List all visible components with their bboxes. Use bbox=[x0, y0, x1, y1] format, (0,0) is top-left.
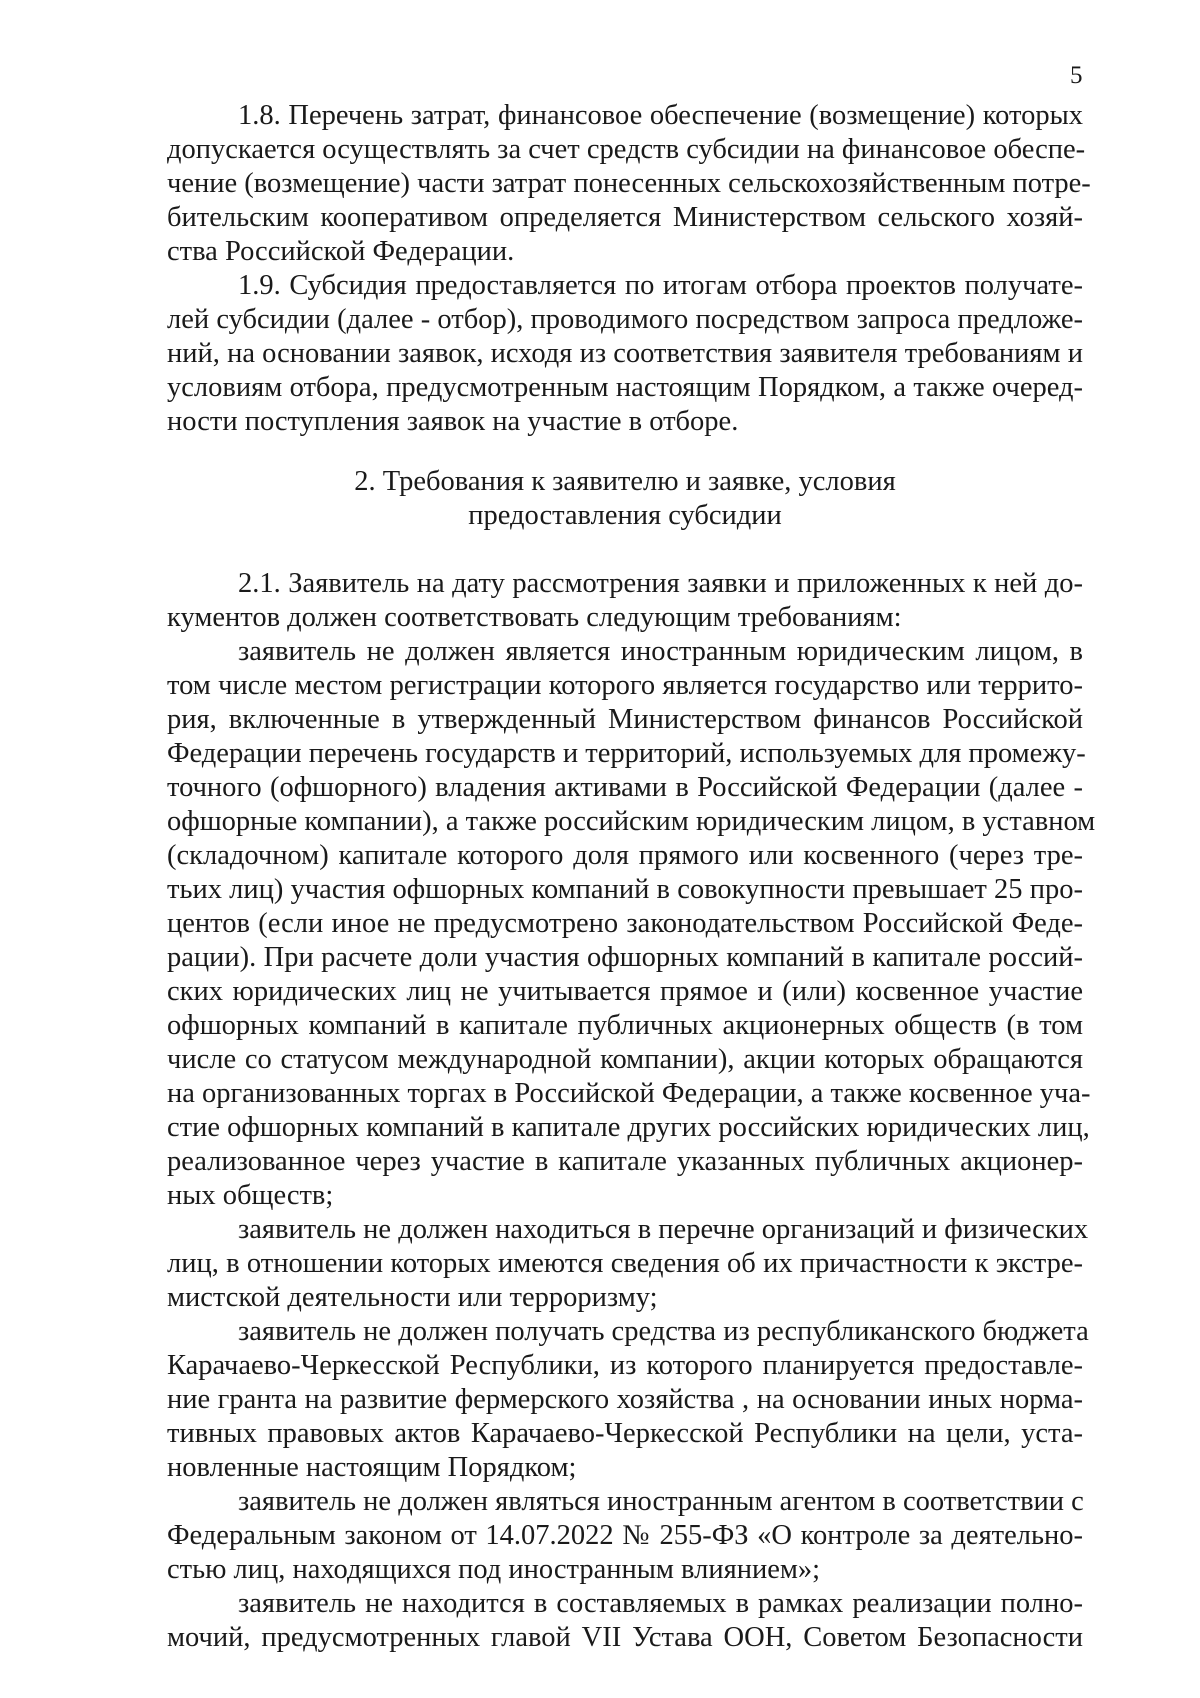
section-heading: 2. Требования к заявителю и заявке, условия bbox=[354, 466, 896, 497]
text-line: ний, на основании заявок, исходя из соответствия заявителя требованиям и bbox=[167, 338, 1083, 369]
text-line: 2.1. Заявитель на дату рассмотрения заявки и приложенных к ней до- bbox=[238, 568, 1083, 599]
text-line: Федеральным законом от 14.07.2022 № 255-ФЗ «О контроле за деятельно- bbox=[167, 1520, 1083, 1551]
text-line: (складочном) капитале которого доля прямого или косвенного (через тре- bbox=[167, 840, 1083, 871]
text-line: мочий, предусмотренных главой VII Устава ООН, Советом Безопасности bbox=[167, 1622, 1083, 1653]
section-heading: предоставления субсидии bbox=[468, 500, 782, 531]
text-line: заявитель не должен являться иностранным агентом в соответствии с bbox=[238, 1486, 1084, 1517]
text-line: точного (офшорного) владения активами в Российской Федерации (далее - bbox=[167, 772, 1083, 803]
text-line: ности поступления заявок на участие в отборе. bbox=[167, 406, 739, 437]
text-line: рия, включенные в утвержденный Министерством финансов Российской bbox=[167, 704, 1083, 735]
text-line: чение (возмещение) части затрат понесенных сельскохозяйственным потре- bbox=[167, 168, 1091, 199]
text-line: новленные настоящим Порядком; bbox=[167, 1452, 577, 1483]
text-line: тивных правовых актов Карачаево-Черкесской Республики на цели, уста- bbox=[167, 1418, 1083, 1449]
text-line: лей субсидии (далее - отбор), проводимого посредством запроса предложе- bbox=[167, 304, 1083, 335]
text-line: допускается осуществлять за счет средств субсидии на финансовое обеспе- bbox=[167, 134, 1086, 165]
text-line: офшорных компаний в капитале публичных акционерных обществ (в том bbox=[167, 1010, 1083, 1041]
text-line: мистской деятельности или терроризму; bbox=[167, 1282, 658, 1313]
text-line: ных обществ; bbox=[167, 1180, 334, 1211]
text-line: том числе местом регистрации которого является государство или террито- bbox=[167, 670, 1083, 701]
text-line: условиям отбора, предусмотренным настоящим Порядком, а также очеред- bbox=[167, 372, 1083, 403]
page-number: 5 bbox=[1070, 62, 1083, 89]
text-line: бительским кооперативом определяется Министерством сельского хозяй- bbox=[167, 202, 1083, 233]
text-line: заявитель не должен находиться в перечне организаций и физических bbox=[238, 1214, 1089, 1245]
text-line: 1.9. Субсидия предоставляется по итогам отбора проектов получате- bbox=[238, 270, 1083, 301]
text-line: заявитель не находится в составляемых в рамках реализации полно- bbox=[238, 1588, 1083, 1619]
text-line: 1.8. Перечень затрат, финансовое обеспечение (возмещение) которых bbox=[238, 100, 1083, 131]
text-line: тьих лиц) участия офшорных компаний в совокупности превышает 25 про- bbox=[167, 874, 1083, 905]
text-line: лиц, в отношении которых имеются сведения об их причастности к экстре- bbox=[167, 1248, 1083, 1279]
text-line: ских юридических лиц не учитывается прямое и (или) косвенное участие bbox=[167, 976, 1083, 1007]
text-line: рации). При расчете доли участия офшорных компаний в капитале россий- bbox=[167, 942, 1083, 973]
text-line: центов (если иное не предусмотрено законодательством Российской Феде- bbox=[167, 908, 1083, 939]
text-line: на организованных торгах в Российской Федерации, а также косвенное уча- bbox=[167, 1078, 1091, 1109]
text-line: офшорные компании), а также российским юридическим лицом, в уставном bbox=[167, 806, 1096, 837]
text-line: ства Российской Федерации. bbox=[167, 236, 515, 267]
text-line: стью лиц, находящихся под иностранным влиянием»; bbox=[167, 1554, 821, 1585]
text-line: реализованное через участие в капитале указанных публичных акционер- bbox=[167, 1146, 1083, 1177]
text-line: числе со статусом международной компании), акции которых обращаются bbox=[167, 1044, 1083, 1075]
text-line: кументов должен соответствовать следующим требованиям: bbox=[167, 602, 902, 633]
text-line: Федерации перечень государств и территорий, используемых для промежу- bbox=[167, 738, 1086, 769]
text-line: заявитель не должен является иностранным юридическим лицом, в bbox=[238, 636, 1083, 667]
text-line: стие офшорных компаний в капитале других российских юридических лиц, bbox=[167, 1112, 1090, 1143]
text-line: Карачаево-Черкесской Республики, из которого планируется предоставле- bbox=[167, 1350, 1083, 1381]
text-line: заявитель не должен получать средства из республиканского бюджета bbox=[238, 1316, 1089, 1347]
text-line: ние гранта на развитие фермерского хозяйства , на основании иных норма- bbox=[167, 1384, 1083, 1415]
